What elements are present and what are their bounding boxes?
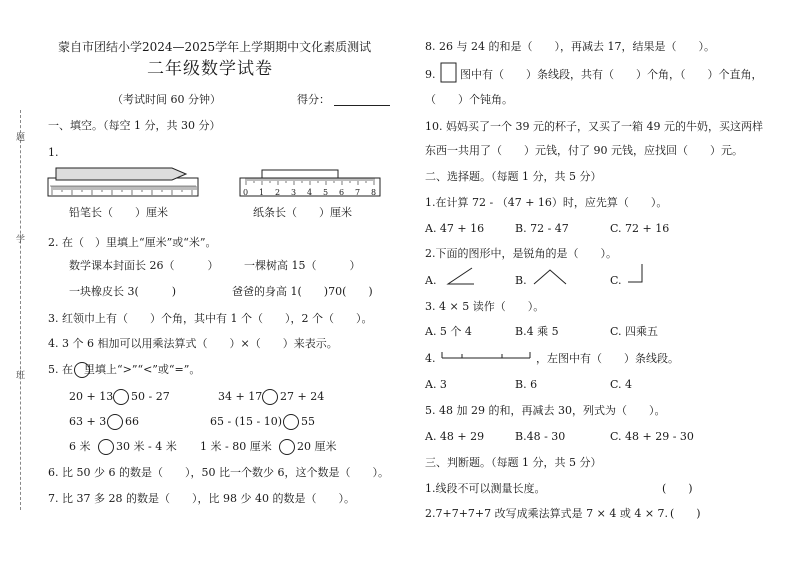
choice-option[interactable]: C. 48 + 29 - 30 <box>610 430 694 443</box>
compare-left: 65 - (15 - 10) <box>210 415 282 428</box>
answer-circle[interactable] <box>74 362 90 378</box>
question-10-cont: 东西一共用了（ ）元钱，付了 90 元钱，应找回（ ）元。 <box>425 144 743 157</box>
judge-2-answer[interactable]: ( ) <box>670 507 701 520</box>
school-header: 蒙自市团结小学2024—2025学年上学期期中文化素质测试 <box>58 40 372 54</box>
compare-left: 20 + 13 <box>69 390 114 403</box>
compare-right: 20 厘米 <box>297 440 337 453</box>
binding-line <box>20 110 21 510</box>
choice-option[interactable]: A. 48 + 29 <box>425 430 485 443</box>
choice-option[interactable]: C. 四乘五 <box>610 325 659 338</box>
compare-circle[interactable] <box>98 439 114 455</box>
compare-left: 34 + 17 <box>218 390 263 403</box>
pencil-ruler-figure <box>48 164 200 200</box>
paper-length: 纸条长（ ）厘米 <box>253 206 352 219</box>
compare-circle[interactable] <box>262 389 278 405</box>
ruler-number: 6 <box>339 188 345 197</box>
choice-option[interactable]: A. 3 <box>425 378 447 391</box>
exam-time: （考试时间 60 分钟） <box>112 93 221 106</box>
choice-5: 5. 48 加 29 的和，再减去 30，列式为（ ）。 <box>425 404 666 417</box>
compare-right: 50 - 27 <box>131 390 170 403</box>
ruler-number: 8 <box>371 188 377 197</box>
line-segments-figure <box>440 348 532 362</box>
question-2a: 数学课本封面长 26（ ） <box>69 259 219 272</box>
choice-option[interactable]: B. <box>515 274 527 287</box>
binding-char: 题 <box>16 133 26 143</box>
ruler-number: 5 <box>323 188 329 197</box>
question-8: 8. 26 与 24 的和是（ ），再减去 17，结果是（ ）。 <box>425 40 715 53</box>
compare-right: 55 <box>301 415 315 428</box>
question-9: 图中有（ ）条线段，共有（ ）个角，（ ）个直角， <box>460 68 763 81</box>
question-2: 2. 在（ ）里填上“厘米”或“米”。 <box>48 236 217 249</box>
choice-2: 2.下面的图形中，是锐角的是（ ）。 <box>425 247 617 260</box>
choice-option[interactable]: C. 72 + 16 <box>610 222 670 235</box>
judge-1: 1.线段不可以测量长度。 <box>425 482 546 495</box>
ruler-number: 1 <box>259 188 265 197</box>
compare-left: 63 + 3 <box>69 415 107 428</box>
question-2b: 一棵树高 15（ ） <box>244 259 361 272</box>
page-title: 二年级数学试卷 <box>147 59 273 79</box>
pencil-length: 铅笔长（ ）厘米 <box>69 206 168 219</box>
choice-option[interactable]: C. 4 <box>610 378 633 391</box>
compare-circle[interactable] <box>283 414 299 430</box>
compare-circle[interactable] <box>279 439 295 455</box>
score-label: 得分： <box>297 93 330 106</box>
question-9-cont: （ ）个钝角。 <box>425 93 513 106</box>
rectangle-figure <box>440 62 458 84</box>
section-1-heading: 一、填空。（每空 1 分，共 30 分） <box>48 119 221 132</box>
section-3-heading: 三、判断题。（每题 1 分，共 5 分） <box>425 456 602 469</box>
choice-option[interactable]: A. 5 个 4 <box>425 325 472 338</box>
ruler-number: 3 <box>291 188 297 197</box>
question-3: 3. 红领巾上有（ ）个角，其中有 1 个（ ），2 个（ ）。 <box>48 312 373 325</box>
choice-option[interactable]: B.48 - 30 <box>515 430 566 443</box>
question-4: 4. 3 个 6 相加可以用乘法算式（ ）×（ ）来表示。 <box>48 337 338 350</box>
compare-right: 30 米 - 4 米 <box>116 440 177 453</box>
compare-left: 1 米 - 80 厘米 <box>200 440 272 453</box>
choice-option[interactable]: C. <box>610 274 622 287</box>
ruler-number: 0 <box>243 188 249 197</box>
compare-circle[interactable] <box>113 389 129 405</box>
choice-option[interactable]: A. 47 + 16 <box>425 222 485 235</box>
question-5: 5. 在 里填上“>”“<”或“=”。 <box>48 363 201 376</box>
ruler-number: 7 <box>355 188 361 197</box>
choice-option[interactable]: B. 72 - 47 <box>515 222 569 235</box>
compare-right: 27 + 24 <box>280 390 325 403</box>
choice-option[interactable]: B. 6 <box>515 378 538 391</box>
question-1-number: 1. <box>48 146 59 159</box>
compare-circle[interactable] <box>107 414 123 430</box>
acute-angle-figure <box>446 266 476 286</box>
compare-left: 6 米 <box>69 440 91 453</box>
ruler-number: 4 <box>307 188 313 197</box>
right-angle-figure <box>626 262 646 286</box>
judge-2: 2.7+7+7+7 改写成乘法算式是 7 × 4 或 4 × 7. <box>425 507 669 520</box>
ruler-number: 2 <box>275 188 281 197</box>
judge-1-answer[interactable]: ( ) <box>662 482 693 495</box>
score-blank[interactable] <box>334 105 390 106</box>
question-9-number: 9. <box>425 68 436 81</box>
question-2c: 一块橡皮长 3( ) <box>69 285 177 298</box>
question-7: 7. 比 37 多 28 的数是（ ），比 98 少 40 的数是（ ）。 <box>48 492 355 505</box>
choice-option[interactable]: B.4 乘 5 <box>515 325 559 338</box>
choice-4: ，左图中有（ ）条线段。 <box>536 352 679 365</box>
choice-option[interactable]: A. <box>425 274 437 287</box>
binding-char: 班 <box>16 371 26 381</box>
question-6: 6. 比 50 少 6 的数是（ ），50 比一个数少 6，这个数是（ ）。 <box>48 466 389 479</box>
obtuse-angle-figure <box>532 266 568 286</box>
question-2d: 爸爸的身高 1( )70( ) <box>232 285 373 298</box>
choice-4-number: 4. <box>425 352 436 365</box>
compare-right: 66 <box>125 415 139 428</box>
binding-char: 学 <box>16 235 26 245</box>
section-2-heading: 二、选择题。（每题 1 分，共 5 分） <box>425 170 602 183</box>
question-10: 10. 妈妈买了一个 39 元的杯子，又买了一箱 49 元的牛奶，买这两样 <box>425 120 763 133</box>
choice-1: 1.在计算 72 - （47 + 16）时，应先算（ ）。 <box>425 196 668 209</box>
choice-3: 3. 4 × 5 读作（ ）。 <box>425 300 545 313</box>
